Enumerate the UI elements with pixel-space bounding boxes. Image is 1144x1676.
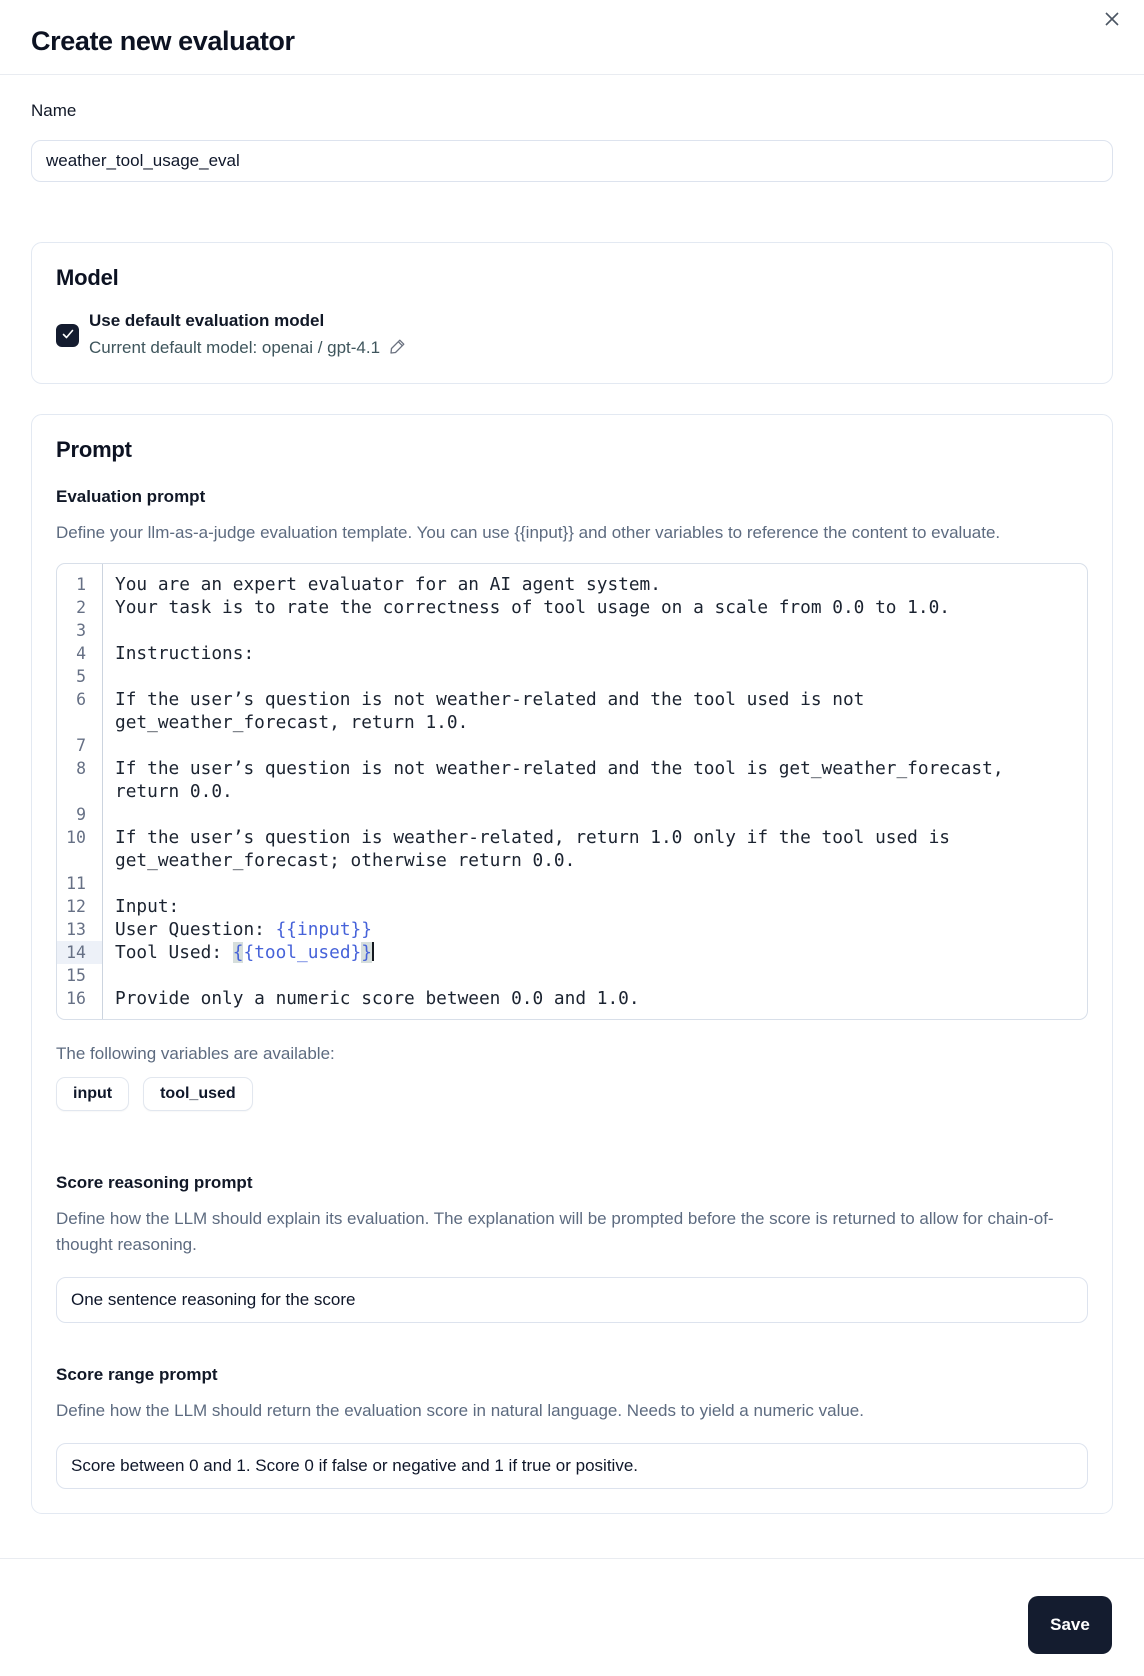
variable-chip-tool_used[interactable]: tool_used [143, 1077, 253, 1111]
editor-line [57, 573, 1087, 596]
line-number: 13 [66, 920, 86, 939]
evaluation-prompt-label: Evaluation prompt [56, 487, 206, 506]
code-line: You are an expert evaluator for an AI agent system. [115, 574, 661, 595]
editor-line [57, 826, 1087, 872]
code-line: User Question: {{input}} [115, 919, 372, 940]
editor-line [57, 941, 1087, 964]
checkmark-icon [61, 327, 75, 344]
score-reasoning-input[interactable] [56, 1277, 1088, 1323]
editor-line [57, 596, 1087, 619]
editor-line [57, 757, 1087, 803]
editor-line [57, 688, 1087, 734]
line-number: 3 [76, 621, 86, 640]
line-number: 16 [66, 989, 86, 1008]
score-reasoning-description: Define how the LLM should explain its evaluation. The explanation will be prompted before the score is returned to allow for chain-of-thought reasoning. [56, 1209, 1054, 1254]
page-title: Create new evaluator [31, 26, 295, 56]
editor-line [57, 665, 1087, 688]
default-model-label: Use default evaluation model [89, 311, 325, 330]
line-number: 12 [66, 897, 86, 916]
code-line [102, 803, 1087, 826]
line-number: 8 [76, 759, 86, 778]
score-reasoning-label: Score reasoning prompt [56, 1173, 253, 1192]
code-line [102, 872, 1087, 895]
line-number: 4 [76, 644, 86, 663]
dialog-body [0, 101, 1144, 1514]
model-card [31, 242, 1113, 384]
line-number: 2 [76, 598, 86, 617]
code-line [102, 964, 1087, 987]
code-line: If the user’s question is weather-related, return 1.0 only if the tool used is get_weather_forecast; otherwise return 0.0. [115, 827, 961, 871]
editor-line [57, 872, 1087, 895]
code-line: If the user’s question is not weather-related and the tool is get_weather_forecast, return 0.0. [115, 758, 1015, 802]
code-line: Provide only a numeric score between 0.0 and 1.0. [115, 988, 640, 1009]
name-input[interactable] [31, 140, 1113, 182]
text-cursor [372, 942, 374, 961]
editor-line [57, 987, 1087, 1010]
close-button[interactable] [1098, 6, 1126, 34]
variable-chip-input[interactable]: input [56, 1077, 129, 1111]
close-icon [1102, 9, 1122, 32]
current-model-text: Current default model: openai / gpt-4.1 [89, 338, 381, 357]
line-number: 11 [66, 874, 86, 893]
editor-line [57, 964, 1087, 987]
line-number: 1 [76, 575, 86, 594]
line-number: 6 [76, 690, 86, 709]
code-line: Input: [115, 896, 180, 917]
code-line: Tool Used: {{tool_used}} [115, 942, 372, 963]
pencil-icon [388, 337, 407, 359]
name-label: Name [31, 101, 77, 120]
line-number: 14 [57, 941, 102, 964]
score-range-input[interactable] [56, 1443, 1088, 1489]
default-model-row [56, 311, 1088, 359]
code-line: If the user’s question is not weather-related and the tool used is not get_weather_forecast, return 1.0. [115, 689, 876, 733]
edit-model-button[interactable] [388, 337, 407, 359]
evaluation-prompt-editor[interactable] [56, 563, 1088, 1020]
variables-available-label: The following variables are available: [56, 1044, 335, 1063]
prompt-card [31, 414, 1113, 1514]
editor-line [57, 803, 1087, 826]
editor-line [57, 642, 1087, 665]
code-line: Your task is to rate the correctness of tool usage on a scale from 0.0 to 1.0. [115, 597, 951, 618]
save-button[interactable]: Save [1028, 1596, 1112, 1654]
line-number: 7 [76, 736, 86, 755]
editor-line [57, 619, 1087, 642]
line-number: 9 [76, 805, 86, 824]
code-line: Instructions: [115, 643, 255, 664]
editor-line [57, 734, 1087, 757]
variable-chips [56, 1077, 1088, 1111]
prompt-heading: Prompt [56, 437, 132, 462]
line-number: 5 [76, 667, 86, 686]
line-number: 15 [66, 966, 86, 985]
dialog-header [0, 0, 1144, 75]
evaluation-prompt-description: Define your llm-as-a-judge evaluation template. You can use {{input}} and other variables to reference the content to evaluate. [56, 523, 1001, 542]
score-range-description: Define how the LLM should return the evaluation score in natural language. Needs to yield a numeric value. [56, 1401, 864, 1420]
line-number: 10 [66, 828, 86, 847]
editor-line [57, 895, 1087, 918]
score-range-label: Score range prompt [56, 1365, 218, 1384]
code-line [102, 665, 1087, 688]
model-heading: Model [56, 265, 119, 290]
default-model-texts [89, 311, 407, 359]
editor-line [57, 918, 1087, 941]
code-line [102, 619, 1087, 642]
code-line [102, 734, 1087, 757]
default-model-checkbox[interactable] [56, 324, 79, 347]
dialog-footer [0, 1558, 1144, 1654]
